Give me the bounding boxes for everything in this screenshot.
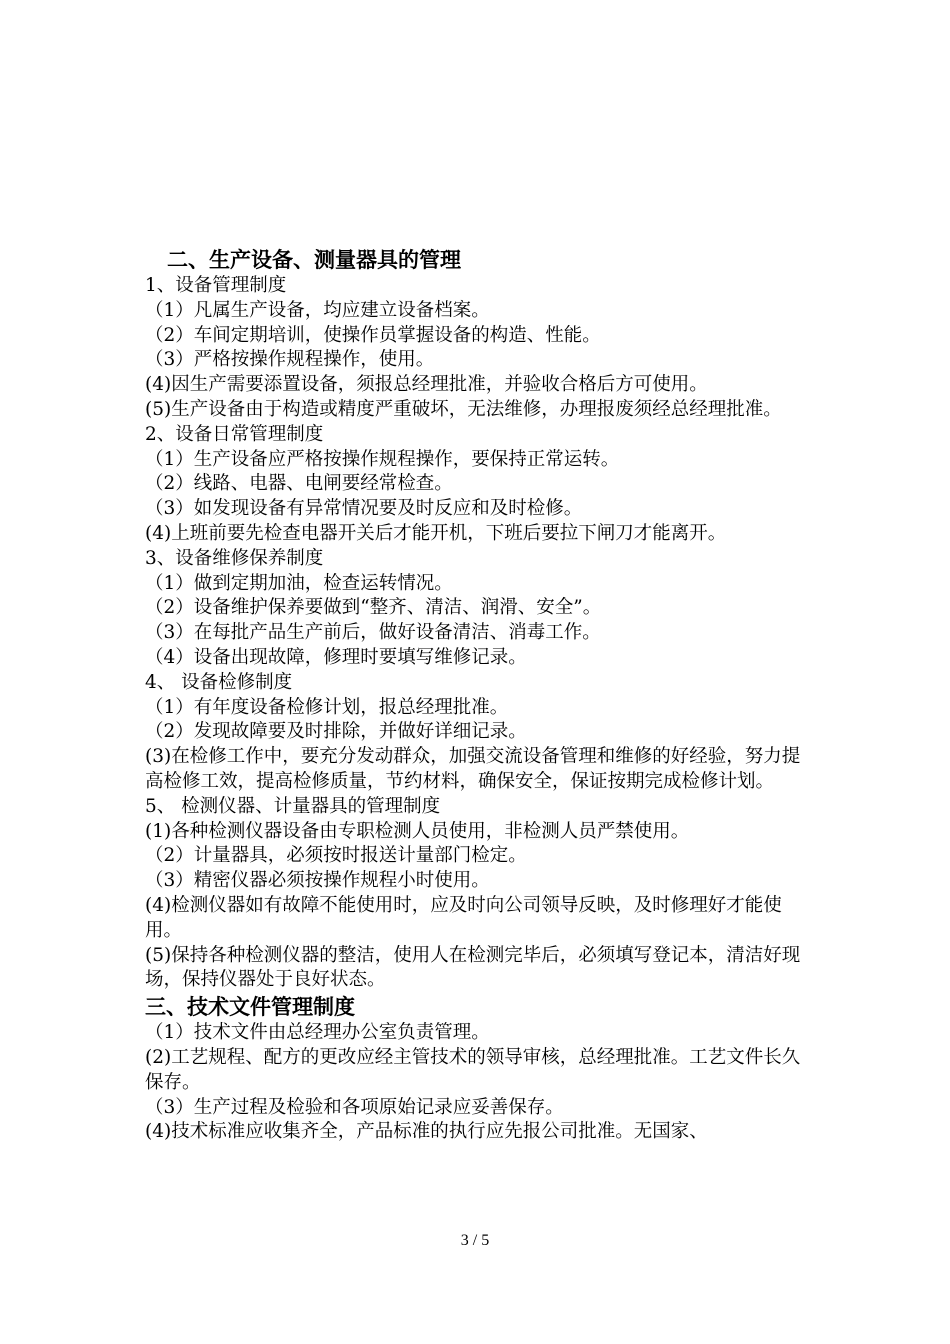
- paragraph-line: （4）设备出现故障，修理时要填写维修记录。: [145, 646, 527, 668]
- paragraph-line: (4)上班前要先检查电器开关后才能开机，下班后要拉下闸刀才能离开。: [145, 522, 727, 544]
- paragraph-line: （1）生产设备应严格按操作规程操作，要保持正常运转。: [145, 448, 620, 470]
- paragraph-line: （2）车间定期培训，使操作员掌握设备的构造、性能。: [145, 324, 601, 346]
- subsection-title: 1、设备管理制度: [145, 275, 287, 296]
- paragraph-line: （1）有年度设备检修计划，报总经理批准。: [145, 696, 509, 718]
- paragraph-line: (2)工艺规程、配方的更改应经主管技术的领导审核，总经理批准。工艺文件长久保存。: [145, 1046, 801, 1093]
- paragraph-line: (1)各种检测仪器设备由专职检测人员使用，非检测人员严禁使用。: [145, 820, 690, 842]
- subsection-title: 4、 设备检修制度: [145, 671, 293, 693]
- section-heading-technical-docs: 三、技术文件管理制度: [145, 995, 355, 1020]
- paragraph-line: （3）如发现设备有异常情况要及时反应和及时检修。: [145, 498, 583, 520]
- paragraph-line: （1）凡属生产设备，均应建立设备档案。: [145, 299, 490, 321]
- section-heading-equipment: 二、生产设备、测量器具的管理: [167, 248, 461, 272]
- paragraph-line: （2）计量器具，必须按时报送计量部门检定。: [145, 845, 527, 867]
- subsection-title: 5、 检测仪器、计量器具的管理制度: [145, 795, 441, 817]
- page-number: 3 / 5: [460, 1232, 490, 1249]
- paragraph-line: （1）技术文件由总经理办公室负责管理。: [145, 1022, 490, 1044]
- paragraph-line: （1）做到定期加油，检查运转情况。: [145, 572, 453, 594]
- paragraph-line: （3）严格按操作规程操作，使用。: [145, 349, 435, 371]
- paragraph-line: （3）在每批产品生产前后，做好设备清洁、消毒工作。: [145, 622, 601, 644]
- paragraph-line: （3）生产过程及检验和各项原始记录应妥善保存。: [145, 1096, 564, 1118]
- paragraph-line: (4)检测仪器如有故障不能使用时，应及时向公司领导反映，及时修理好才能使用。: [145, 894, 782, 941]
- document-body: [145, 246, 815, 1145]
- paragraph-line: (4)因生产需要添置设备，须报总经理批准，并验收合格后方可使用。: [145, 374, 708, 396]
- paragraph-line: （2）线路、电器、电闸要经常检查。: [145, 473, 453, 495]
- paragraph-line: （3）精密仪器必须按操作规程小时使用。: [145, 870, 490, 892]
- paragraph-line: (4)技术标准应收集齐全，产品标准的执行应先报公司批准。无国家、: [145, 1121, 708, 1143]
- paragraph-line: (5)保持各种检测仪器的整洁，使用人在检测完毕后，必须填写登记本，清洁好现场，保持仪器处于良好状态。: [145, 944, 801, 991]
- subsection-title: 2、设备日常管理制度: [145, 423, 324, 445]
- paragraph-line: (3)在检修工作中，要充分发动群众，加强交流设备管理和维修的好经验，努力提高检修工效，提高检修质量，节约材料，确保安全，保证按期完成检修计划。: [145, 746, 801, 792]
- paragraph-line: （2）设备维护保养要做到“整齐、清洁、润滑、安全”。: [145, 597, 602, 619]
- paragraph-line: (5)生产设备由于构造或精度严重破坏，无法维修，办理报废须经总经理批准。: [145, 398, 782, 420]
- paragraph-line: （2）发现故障要及时排除，并做好详细记录。: [145, 721, 527, 743]
- subsection-title: 3、设备维修保养制度: [145, 547, 324, 569]
